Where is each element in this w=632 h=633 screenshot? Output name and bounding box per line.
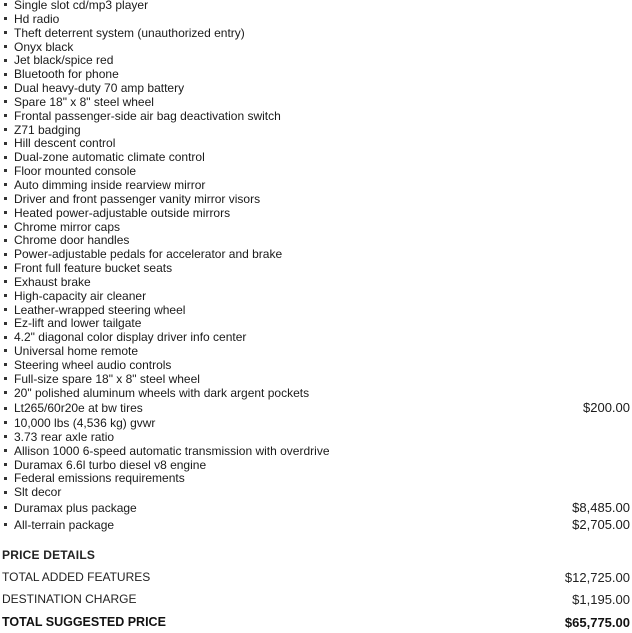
bullet-icon: [4, 407, 7, 410]
feature-label: Single slot cd/mp3 player: [14, 0, 149, 12]
feature-item: [0, 165, 632, 179]
feature-label: Onyx black: [14, 39, 74, 54]
bullet-icon: [4, 391, 7, 394]
feature-label: Universal home remote: [14, 344, 139, 359]
feature-item: [0, 27, 632, 41]
feature-label: Power-adjustable pedals for accelerator and brake: [14, 247, 283, 262]
feature-label: Chrome door handles: [14, 233, 130, 248]
bullet-icon: [4, 239, 7, 242]
feature-label: 3.73 rear axle ratio: [14, 429, 115, 444]
total-added-features-row: [0, 570, 632, 588]
bullet-icon: [4, 86, 7, 89]
bullet-icon: [4, 477, 7, 480]
bullet-icon: [4, 308, 7, 311]
total-suggested-price-value: $65,775.00: [564, 615, 630, 630]
bullet-icon: [4, 17, 7, 20]
bullet-icon: [4, 183, 7, 186]
feature-item: [0, 13, 632, 27]
feature-label: All-terrain package: [14, 517, 115, 532]
feature-item: [0, 234, 632, 248]
feature-label: Leather-wrapped steering wheel: [14, 302, 186, 317]
feature-label: Federal emissions requirements: [14, 471, 185, 486]
feature-item: [0, 54, 632, 68]
feature-label: Spare 18" x 8" steel wheel: [14, 94, 154, 109]
total-added-features-label: TOTAL ADDED FEATURES: [2, 570, 151, 584]
feature-label: Theft deterrent system (unauthorized entry): [14, 25, 245, 40]
bullet-icon: [4, 156, 7, 159]
feature-item: [0, 151, 632, 165]
feature-item: [0, 304, 632, 318]
feature-label: 10,000 lbs (4,536 kg) gvwr: [14, 415, 156, 430]
feature-label: Duramax plus package: [14, 501, 137, 516]
feature-item: [0, 262, 632, 276]
price-details-title: PRICE DETAILS: [2, 548, 96, 562]
feature-item: [0, 248, 632, 262]
feature-item: [0, 290, 632, 304]
feature-label: Hill descent control: [14, 136, 116, 151]
feature-item: [0, 459, 632, 473]
feature-label: Lt265/60r20e at bw tires: [14, 401, 143, 416]
feature-label: 20" polished aluminum wheels with dark argent pockets: [14, 385, 310, 400]
feature-item: [0, 110, 632, 124]
feature-price: $8,485.00: [572, 500, 630, 516]
feature-item: [0, 486, 632, 500]
feature-item: [0, 331, 632, 345]
bullet-icon: [4, 211, 7, 214]
feature-label: Frontal passenger-side air bag deactivation switch: [14, 108, 281, 123]
bullet-icon: [4, 294, 7, 297]
bullet-icon: [4, 31, 7, 34]
feature-item: [0, 359, 632, 373]
feature-label: Hd radio: [14, 11, 60, 26]
feature-label: Z71 badging: [14, 122, 81, 137]
bullet-icon: [4, 523, 7, 526]
feature-label: Ez-lift and lower tailgate: [14, 316, 142, 331]
destination-charge-label: DESTINATION CHARGE: [2, 592, 137, 606]
feature-label: Front full feature bucket seats: [14, 261, 173, 276]
feature-item: [0, 82, 632, 96]
feature-item: [0, 137, 632, 151]
feature-label: Chrome mirror caps: [14, 219, 121, 234]
feature-label: Exhaust brake: [14, 274, 91, 289]
feature-label: Dual-zone automatic climate control: [14, 150, 205, 165]
feature-item: [0, 500, 632, 517]
feature-item: [0, 96, 632, 110]
feature-label: Allison 1000 6-speed automatic transmission with overdrive: [14, 443, 330, 458]
feature-price: $2,705.00: [572, 516, 630, 532]
total-suggested-price-row: [0, 615, 632, 633]
bullet-icon: [4, 45, 7, 48]
bullet-icon: [4, 253, 7, 256]
bullet-icon: [4, 266, 7, 269]
bullet-icon: [4, 363, 7, 366]
feature-label: Slt decor: [14, 485, 62, 500]
feature-item: [0, 431, 632, 445]
feature-item: [0, 417, 632, 431]
feature-item: [0, 276, 632, 290]
feature-label: High-capacity air cleaner: [14, 288, 147, 303]
feature-item: [0, 373, 632, 387]
bullet-icon: [4, 73, 7, 76]
bullet-icon: [4, 336, 7, 339]
bullet-icon: [4, 59, 7, 62]
bullet-icon: [4, 377, 7, 380]
feature-item: [0, 387, 632, 401]
feature-item: [0, 345, 632, 359]
feature-price: $200.00: [583, 400, 630, 416]
feature-label: Full-size spare 18" x 8" steel wheel: [14, 371, 200, 386]
destination-charge-value: $1,195.00: [572, 592, 630, 607]
feature-item: [0, 193, 632, 207]
bullet-icon: [4, 3, 7, 6]
total-added-features-value: $12,725.00: [564, 570, 630, 585]
bullet-icon: [4, 491, 7, 494]
bullet-icon: [4, 114, 7, 117]
bullet-icon: [4, 100, 7, 103]
feature-item: [0, 317, 632, 331]
feature-label: 4.2" diagonal color display driver info center: [14, 330, 247, 345]
bullet-icon: [4, 197, 7, 200]
feature-item: [0, 41, 632, 55]
bullet-icon: [4, 128, 7, 131]
bullet-icon: [4, 506, 7, 509]
feature-label: Bluetooth for phone: [14, 67, 119, 82]
feature-item: [0, 124, 632, 138]
bullet-icon: [4, 435, 7, 438]
bullet-icon: [4, 449, 7, 452]
feature-item: [0, 179, 632, 193]
bullet-icon: [4, 225, 7, 228]
feature-item: [0, 68, 632, 82]
bullet-icon: [4, 142, 7, 145]
bullet-icon: [4, 421, 7, 424]
destination-charge-row: [0, 592, 632, 610]
bullet-icon: [4, 280, 7, 283]
bullet-icon: [4, 169, 7, 172]
feature-label: Driver and front passenger vanity mirror visors: [14, 191, 261, 206]
feature-item: [0, 0, 632, 13]
bullet-icon: [4, 322, 7, 325]
feature-label: Duramax 6.6l turbo diesel v8 engine: [14, 457, 207, 472]
feature-item: [0, 472, 632, 486]
feature-label: Steering wheel audio controls: [14, 357, 172, 372]
feature-item: [0, 207, 632, 221]
feature-item: [0, 445, 632, 459]
feature-label: Heated power-adjustable outside mirrors: [14, 205, 231, 220]
bullet-icon: [4, 463, 7, 466]
feature-item: [0, 517, 632, 534]
bullet-icon: [4, 349, 7, 352]
feature-label: Jet black/spice red: [14, 53, 114, 68]
feature-label: Dual heavy-duty 70 amp battery: [14, 81, 185, 96]
feature-item: [0, 221, 632, 235]
feature-item: [0, 400, 632, 417]
total-suggested-price-label: TOTAL SUGGESTED PRICE: [2, 615, 166, 629]
feature-label: Floor mounted console: [14, 164, 137, 179]
feature-label: Auto dimming inside rearview mirror: [14, 177, 206, 192]
